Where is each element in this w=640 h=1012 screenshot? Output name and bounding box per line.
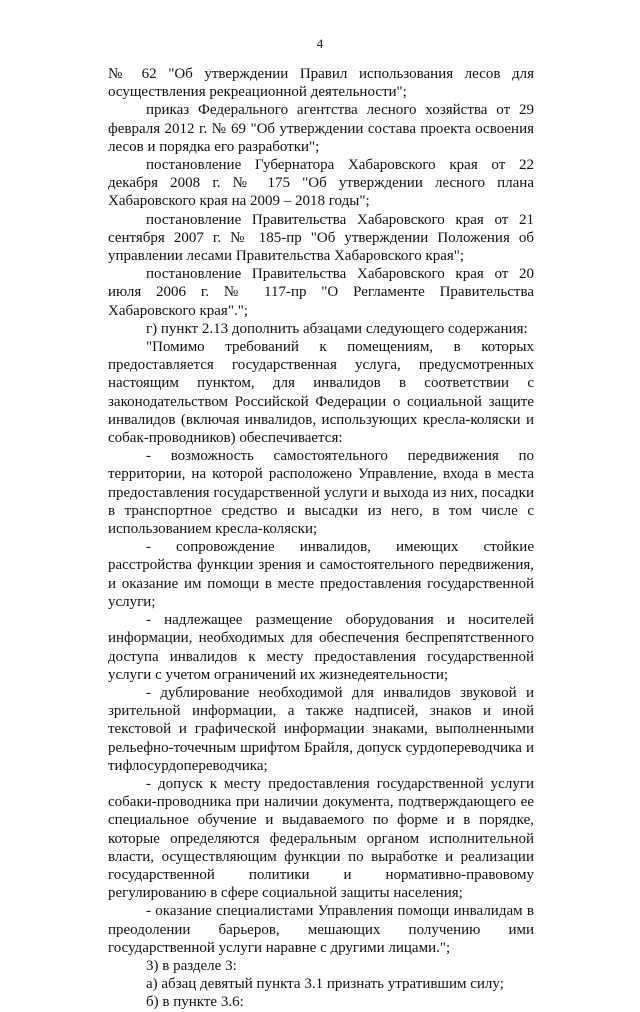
paragraph: г) пункт 2.13 дополнить абзацами следующего содержания: — [146, 320, 528, 337]
paragraph: "Помимо требований к помещениям, в которых предоставляется государственная услуга, предусмотренных настоящим пунктом, для инвалидов в соответствии с законодательством Российской Федерации о социальной защите инвалидов (включая инвалидов, использующих кресла-коляски и собак-проводников) обеспечивается: — [108, 339, 534, 447]
document-body — [108, 65, 534, 1012]
list-item: - возможность самостоятельного передвижения по территории, на которой расположено Управление, входа в места предоставления государственной услуги и выхода из них, посадки в транспортное средство и высадки из него, в том числе с использованием кресла-коляски; — [108, 448, 534, 538]
list-item: - оказание специалистами Управления помощи инвалидам в преодолении барьеров, мешающих получению ими государственной услуги наравне с другими лицами."; — [108, 903, 534, 956]
list-item: - дублирование необходимой для инвалидов звуковой и зрительной информации, а также надписей, знаков и иной текстовой и графической информации знаками, выполненными рельефно-точечным шрифтом Брайля, допуск сурдопереводчика и тифлосурдопереводчика; — [108, 684, 534, 774]
paragraph: постановление Правительства Хабаровского края от 20 июля 2006 г. № 117-пр "О Регламенте Правительства Хабаровского края"."; — [108, 266, 534, 319]
list-item: - допуск к месту предоставления государственной услуги собаки-проводника при наличии документа, подтверждающего ее специальное обучение и выдаваемого по форме и в порядке, которые определяются федеральным органом исполнительной власти, осуществляющим функции по выработке и реализации государственной политики и нормативно-правовому регулированию в сфере социальной защиты населения; — [108, 775, 534, 902]
list-item: - сопровождение инвалидов, имеющих стойкие расстройства функции зрения и самостоятельного передвижения, и оказание им помощи в месте предоставления государственной услуги; — [108, 539, 534, 610]
paragraph: № 62 "Об утверждении Правил использования лесов для осуществления рекреационной деятельности"; — [108, 66, 534, 101]
paragraph: приказ Федерального агентства лесного хозяйства от 29 февраля 2012 г. № 69 "Об утверждении состава проекта освоения лесов и порядка его разработки"; — [108, 102, 534, 155]
paragraph: постановление Губернатора Хабаровского края от 22 декабря 2008 г. № 175 "Об утверждении лесного плана Хабаровского края на 2009 – 2018 годы"; — [108, 157, 534, 210]
paragraph: 3) в разделе 3: — [146, 957, 237, 974]
page-number: 4 — [316, 36, 324, 51]
paragraph: а) абзац девятый пункта 3.1 признать утратившим силу; — [146, 976, 504, 993]
list-item: - надлежащее размещение оборудования и носителей информации, необходимых для обеспечения беспрепятственного доступа инвалидов к месту предоставления государственной услуги с учетом ограничений их жизнедеятельности; — [108, 612, 534, 683]
paragraph: б) в пункте 3.6: — [146, 994, 244, 1011]
paragraph: постановление Правительства Хабаровского края от 21 сентября 2007 г. № 185-пр "Об утверждении Положения об управлении лесами Правительства Хабаровского края"; — [108, 211, 534, 265]
